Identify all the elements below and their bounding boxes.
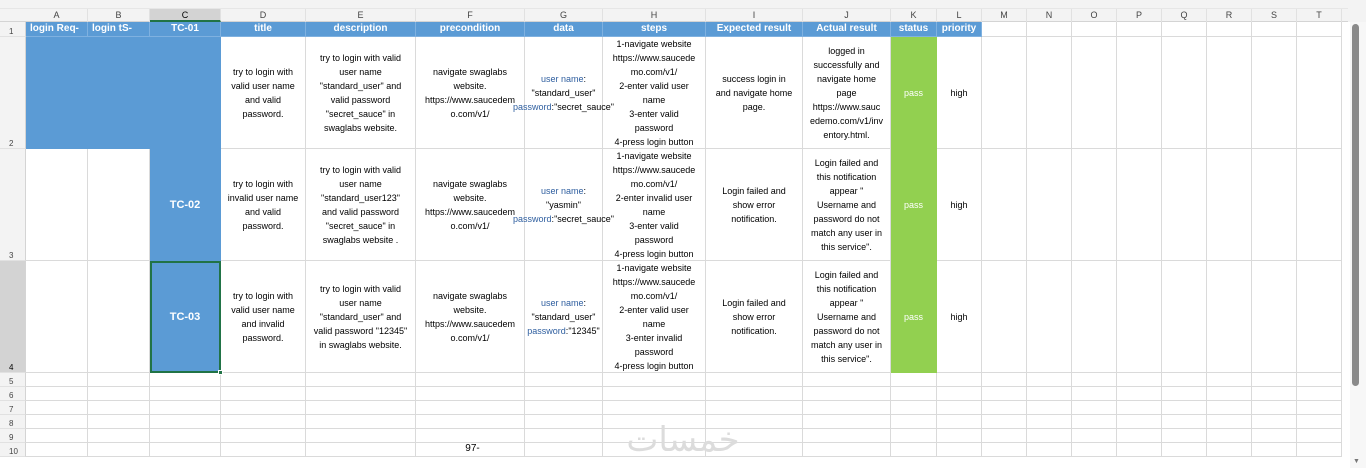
cell-m8[interactable]: [982, 415, 1027, 429]
cell-k10[interactable]: [891, 443, 937, 457]
column-header-e[interactable]: E: [306, 9, 416, 22]
column-header-a[interactable]: A: [26, 9, 88, 22]
cell-i7[interactable]: [706, 401, 803, 415]
cell-k8[interactable]: [891, 415, 937, 429]
row-number: 1: [9, 27, 14, 36]
test-case-steps[interactable]: 1-navigate website https://www.saucede mo.com/v1/ 2-enter valid user name 3-enter invalid password 4-press login button: [603, 261, 706, 373]
colon: :: [583, 297, 587, 308]
cell-j5[interactable]: [803, 373, 891, 387]
column-header-l[interactable]: L: [937, 9, 982, 22]
cell-r9[interactable]: [1207, 429, 1252, 443]
cell-b9[interactable]: [88, 429, 150, 443]
test-case-id[interactable]: TC-02: [150, 149, 221, 261]
test-case-title[interactable]: try to login with invalid user name and valid password.: [221, 149, 306, 261]
cell-d7[interactable]: [221, 401, 306, 415]
test-case-actual[interactable]: Login failed and this notification appear " Username and password do not match any user in this service".: [803, 149, 891, 261]
cell-q10[interactable]: [1162, 443, 1207, 457]
cell-q5[interactable]: [1162, 373, 1207, 387]
row-header-10[interactable]: [0, 443, 26, 457]
status-badge[interactable]: pass: [891, 37, 937, 149]
column-header-g[interactable]: G: [525, 9, 603, 22]
cell-a6[interactable]: [26, 387, 88, 401]
cell-n6[interactable]: [1027, 387, 1072, 401]
cell-n3[interactable]: [1027, 149, 1072, 261]
test-case-actual[interactable]: Login failed and this notification appear " Username and password do not match any user in this service".: [803, 261, 891, 373]
data-user-label: user name: [540, 297, 584, 308]
header-a[interactable]: login Req-: [26, 22, 88, 37]
data-pass-value: "12345": [568, 325, 600, 336]
cell-d9[interactable]: [221, 429, 306, 443]
data-user-label: user name: [540, 185, 584, 196]
cell-l8[interactable]: [937, 415, 982, 429]
column-headers: [0, 9, 1366, 22]
cell-m4[interactable]: [982, 261, 1027, 373]
cell-f10[interactable]: 97-: [465, 443, 480, 454]
cell-a3[interactable]: [26, 149, 88, 261]
cell-m1[interactable]: [982, 22, 1027, 37]
cell-b2[interactable]: [88, 37, 150, 149]
cell-q4[interactable]: [1162, 261, 1207, 373]
data-content: [513, 72, 614, 114]
cell-l9[interactable]: [937, 429, 982, 443]
cell-o2[interactable]: [1072, 37, 1117, 149]
data-user-value: "yasmin": [546, 199, 581, 210]
test-case-description[interactable]: try to login with valid user name "standard_user" and valid password "secret_sauce" in swaglabs website.: [306, 37, 416, 149]
column-header-t[interactable]: T: [1297, 9, 1342, 22]
column-header-i[interactable]: I: [706, 9, 803, 22]
header-i[interactable]: Expected result: [706, 22, 803, 37]
cell-m2[interactable]: [982, 37, 1027, 149]
data-pass-label: password: [527, 325, 566, 336]
cell-s3[interactable]: [1252, 149, 1297, 261]
row-header-5[interactable]: [0, 373, 26, 387]
column-header-m[interactable]: M: [982, 9, 1027, 22]
fill-handle[interactable]: [218, 370, 223, 375]
row-number: 8: [9, 419, 14, 428]
cell-s9[interactable]: [1252, 429, 1297, 443]
data-pass-label: password: [513, 213, 552, 224]
cell-m6[interactable]: [982, 387, 1027, 401]
cell-o3[interactable]: [1072, 149, 1117, 261]
row-number: 7: [9, 405, 14, 414]
row-header-7[interactable]: [0, 401, 26, 415]
cell-k9[interactable]: [891, 429, 937, 443]
cell-g9[interactable]: [525, 429, 603, 443]
row-header-3[interactable]: [0, 149, 26, 261]
cell-g10[interactable]: [525, 443, 603, 457]
cell-d10[interactable]: [221, 443, 306, 457]
cell-f9[interactable]: [416, 429, 525, 443]
cell-h5[interactable]: [603, 373, 706, 387]
cell-l6[interactable]: [937, 387, 982, 401]
cell-n4[interactable]: [1027, 261, 1072, 373]
cell-k6[interactable]: [891, 387, 937, 401]
cell-l5[interactable]: [937, 373, 982, 387]
column-header-o[interactable]: O: [1072, 9, 1117, 22]
row-number: 10: [9, 447, 18, 456]
row-header-2[interactable]: [0, 37, 26, 149]
cell-t9[interactable]: [1297, 429, 1342, 443]
test-case-actual[interactable]: logged in successfully and navigate home page https://www.sauc edemo.com/v1/inv entory.html.: [803, 37, 891, 149]
cell-g6[interactable]: [525, 387, 603, 401]
cell-j7[interactable]: [803, 401, 891, 415]
cell-n5[interactable]: [1027, 373, 1072, 387]
cell-f6[interactable]: [416, 387, 525, 401]
cell-p9[interactable]: [1117, 429, 1162, 443]
cell-c9[interactable]: [150, 429, 221, 443]
data-pass-label: password: [513, 101, 552, 112]
cell-s7[interactable]: [1252, 401, 1297, 415]
cell-o4[interactable]: [1072, 261, 1117, 373]
cell-b7[interactable]: [88, 401, 150, 415]
cell-n7[interactable]: [1027, 401, 1072, 415]
cell-t10[interactable]: [1297, 443, 1342, 457]
cell-r5[interactable]: [1207, 373, 1252, 387]
cell-j6[interactable]: [803, 387, 891, 401]
cell-b8[interactable]: [88, 415, 150, 429]
test-case-data[interactable]: [513, 37, 614, 149]
test-case-precondition[interactable]: navigate swaglabs website. https://www.saucedem o.com/v1/: [416, 149, 525, 261]
column-header-j[interactable]: J: [803, 9, 891, 22]
header-l[interactable]: priority: [937, 22, 982, 37]
cell-p1[interactable]: [1117, 22, 1162, 37]
cell-e5[interactable]: [306, 373, 416, 387]
cell-c6[interactable]: [150, 387, 221, 401]
header-b[interactable]: login tS-: [88, 22, 150, 37]
test-case-data[interactable]: [525, 261, 603, 373]
cell-e6[interactable]: [306, 387, 416, 401]
test-case-priority[interactable]: high: [937, 37, 982, 149]
row-number: 6: [9, 391, 14, 400]
cell-m5[interactable]: [982, 373, 1027, 387]
test-case-expected[interactable]: Login failed and show error notification.: [706, 149, 803, 261]
cell-r7[interactable]: [1207, 401, 1252, 415]
row-header-9[interactable]: [0, 429, 26, 443]
cell-p3[interactable]: [1117, 149, 1162, 261]
cell-p6[interactable]: [1117, 387, 1162, 401]
header-j[interactable]: Actual result: [803, 22, 891, 37]
data-pass-value: "secret_sauce": [554, 213, 614, 224]
cell-q6[interactable]: [1162, 387, 1207, 401]
header-e[interactable]: description: [306, 22, 416, 37]
cell-t3[interactable]: [1297, 149, 1342, 261]
row-header-8[interactable]: [0, 415, 26, 429]
cell-t5[interactable]: [1297, 373, 1342, 387]
cell-r1[interactable]: [1207, 22, 1252, 37]
cell-o5[interactable]: [1072, 373, 1117, 387]
cell-l7[interactable]: [937, 401, 982, 415]
cell-s5[interactable]: [1252, 373, 1297, 387]
scrollbar-thumb[interactable]: [1352, 24, 1359, 386]
row-number: 5: [9, 377, 14, 386]
row-number: 4: [9, 363, 14, 372]
cell-s1[interactable]: [1252, 22, 1297, 37]
cell-m3[interactable]: [982, 149, 1027, 261]
cell-o6[interactable]: [1072, 387, 1117, 401]
column-header-n[interactable]: N: [1027, 9, 1072, 22]
cell-p8[interactable]: [1117, 415, 1162, 429]
column-header-r[interactable]: R: [1207, 9, 1252, 22]
cell-m9[interactable]: [982, 429, 1027, 443]
status-badge[interactable]: pass: [891, 261, 937, 373]
cell-t8[interactable]: [1297, 415, 1342, 429]
cell-s10[interactable]: [1252, 443, 1297, 457]
cell-b3[interactable]: [88, 149, 150, 261]
column-header-q[interactable]: Q: [1162, 9, 1207, 22]
test-case-data[interactable]: [513, 149, 614, 261]
cell-q8[interactable]: [1162, 415, 1207, 429]
cell-r2[interactable]: [1207, 37, 1252, 149]
test-case-title[interactable]: try to login with valid user name and invalid password.: [221, 261, 306, 373]
cell-q3[interactable]: [1162, 149, 1207, 261]
watermark: خمسات: [626, 420, 740, 460]
cell-e7[interactable]: [306, 401, 416, 415]
header-h[interactable]: steps: [603, 22, 706, 37]
test-case-precondition[interactable]: navigate swaglabs website. https://www.saucedem o.com/v1/: [416, 261, 525, 373]
column-header-c[interactable]: C: [150, 9, 221, 22]
test-case-precondition[interactable]: navigate swaglabs website. https://www.saucedem o.com/v1/: [416, 37, 525, 149]
cell-d6[interactable]: [221, 387, 306, 401]
cell-f5[interactable]: [416, 373, 525, 387]
cell-g7[interactable]: [525, 401, 603, 415]
cell-d5[interactable]: [221, 373, 306, 387]
column-header-f[interactable]: F: [416, 9, 525, 22]
cell-a5[interactable]: [26, 373, 88, 387]
test-case-priority[interactable]: high: [937, 261, 982, 373]
test-case-steps[interactable]: 1-navigate website https://www.saucede mo.com/v1/ 2-enter invalid user name 3-enter valid password 4-press login button: [603, 149, 706, 261]
row-number: 2: [9, 139, 14, 148]
cell-k5[interactable]: [891, 373, 937, 387]
test-case-description[interactable]: try to login with valid user name "standard_user123" and valid password "secret_sauce" in swaglabs website .: [306, 149, 416, 261]
header-c[interactable]: TC-01: [150, 22, 221, 37]
column-header-d[interactable]: D: [221, 9, 306, 22]
cell-q7[interactable]: [1162, 401, 1207, 415]
data-content: [513, 184, 614, 226]
cell-t7[interactable]: [1297, 401, 1342, 415]
cell-t2[interactable]: [1297, 37, 1342, 149]
cell-e10[interactable]: [306, 443, 416, 457]
colon: :: [551, 213, 555, 224]
cell-a4[interactable]: [26, 261, 88, 373]
column-header-k[interactable]: K: [891, 9, 937, 22]
test-case-expected[interactable]: success login in and navigate home page.: [706, 37, 803, 149]
cell-b10[interactable]: [88, 443, 150, 457]
row-header-6[interactable]: [0, 387, 26, 401]
cell-b5[interactable]: [88, 373, 150, 387]
column-header-s[interactable]: S: [1252, 9, 1297, 22]
header-d[interactable]: title: [221, 22, 306, 37]
test-case-id[interactable]: TC-03: [150, 261, 221, 373]
cell-p5[interactable]: [1117, 373, 1162, 387]
cell-r10[interactable]: [1207, 443, 1252, 457]
cell-h6[interactable]: [603, 387, 706, 401]
header-f[interactable]: precondition: [416, 22, 525, 37]
cell-a10[interactable]: [26, 443, 88, 457]
formula-bar-strip: [0, 0, 1366, 9]
colon: :: [551, 101, 555, 112]
cell-p2[interactable]: [1117, 37, 1162, 149]
cell-o9[interactable]: [1072, 429, 1117, 443]
cell-j9[interactable]: [803, 429, 891, 443]
header-k[interactable]: status: [891, 22, 937, 37]
test-case-expected[interactable]: Login failed and show error notification.: [706, 261, 803, 373]
cell-s8[interactable]: [1252, 415, 1297, 429]
cell-m10[interactable]: [982, 443, 1027, 457]
status-badge[interactable]: pass: [891, 149, 937, 261]
colon: :: [565, 325, 569, 336]
cell-o8[interactable]: [1072, 415, 1117, 429]
cell-l10[interactable]: [937, 443, 982, 457]
cell-i5[interactable]: [706, 373, 803, 387]
cell-p10[interactable]: [1117, 443, 1162, 457]
cell-c5[interactable]: [150, 373, 221, 387]
cell-c7[interactable]: [150, 401, 221, 415]
column-header-h[interactable]: H: [603, 9, 706, 22]
header-g[interactable]: data: [525, 22, 603, 37]
cell-g5[interactable]: [525, 373, 603, 387]
cell-f7[interactable]: [416, 401, 525, 415]
row-header-4[interactable]: [0, 261, 26, 373]
cell-a2[interactable]: [26, 37, 88, 149]
cell-q1[interactable]: [1162, 22, 1207, 37]
cell-n8[interactable]: [1027, 415, 1072, 429]
cell-q2[interactable]: [1162, 37, 1207, 149]
colon: :: [583, 73, 587, 84]
cell-s4[interactable]: [1252, 261, 1297, 373]
cell-m7[interactable]: [982, 401, 1027, 415]
data-content: [527, 296, 599, 338]
data-pass-value: "secret_sauce": [554, 101, 614, 112]
cell-o7[interactable]: [1072, 401, 1117, 415]
cell-n9[interactable]: [1027, 429, 1072, 443]
test-case-priority[interactable]: high: [937, 149, 982, 261]
cell-a9[interactable]: [26, 429, 88, 443]
cell-i6[interactable]: [706, 387, 803, 401]
column-header-b[interactable]: B: [88, 9, 150, 22]
cell-t6[interactable]: [1297, 387, 1342, 401]
test-case-steps[interactable]: 1-navigate website https://www.saucede mo.com/v1/ 2-enter valid user name 3-enter valid password 4-press login button: [603, 37, 706, 149]
cell-r3[interactable]: [1207, 149, 1252, 261]
cell-p4[interactable]: [1117, 261, 1162, 373]
cell-n1[interactable]: [1027, 22, 1072, 37]
cell-b6[interactable]: [88, 387, 150, 401]
cell-d8[interactable]: [221, 415, 306, 429]
data-user-value: "standard_user": [531, 87, 596, 98]
test-case-id[interactable]: [150, 37, 221, 149]
cell-e9[interactable]: [306, 429, 416, 443]
data-user-label: user name: [540, 73, 584, 84]
row-header-1[interactable]: [0, 22, 26, 37]
test-case-title[interactable]: try to login with valid user name and valid password.: [221, 37, 306, 149]
cell-p7[interactable]: [1117, 401, 1162, 415]
cell-e8[interactable]: [306, 415, 416, 429]
cell-j8[interactable]: [803, 415, 891, 429]
cell-n2[interactable]: [1027, 37, 1072, 149]
cell-j10[interactable]: [803, 443, 891, 457]
cell-c10[interactable]: [150, 443, 221, 457]
cell-q9[interactable]: [1162, 429, 1207, 443]
cell-o1[interactable]: [1072, 22, 1117, 37]
data-user-value: "standard_user": [531, 311, 596, 322]
colon: :: [583, 185, 587, 196]
cell-a7[interactable]: [26, 401, 88, 415]
cell-r8[interactable]: [1207, 415, 1252, 429]
row-number: 3: [9, 251, 14, 260]
column-header-p[interactable]: P: [1117, 9, 1162, 22]
cell-n10[interactable]: [1027, 443, 1072, 457]
scroll-down-icon[interactable]: ▼: [1353, 458, 1360, 465]
row-number: 9: [9, 433, 14, 442]
header-right-mask: [1348, 0, 1366, 22]
cell-r6[interactable]: [1207, 387, 1252, 401]
cell-k7[interactable]: [891, 401, 937, 415]
cell-f8[interactable]: [416, 415, 525, 429]
cell-r4[interactable]: [1207, 261, 1252, 373]
cell-t4[interactable]: [1297, 261, 1342, 373]
cell-g8[interactable]: [525, 415, 603, 429]
cell-a8[interactable]: [26, 415, 88, 429]
cell-o10[interactable]: [1072, 443, 1117, 457]
cell-s2[interactable]: [1252, 37, 1297, 149]
cell-c8[interactable]: [150, 415, 221, 429]
cell-h7[interactable]: [603, 401, 706, 415]
test-case-description[interactable]: try to login with valid user name "standard_user" and valid password "12345" in swaglabs website.: [306, 261, 416, 373]
cell-b4[interactable]: [88, 261, 150, 373]
cell-t1[interactable]: [1297, 22, 1342, 37]
cell-s6[interactable]: [1252, 387, 1297, 401]
